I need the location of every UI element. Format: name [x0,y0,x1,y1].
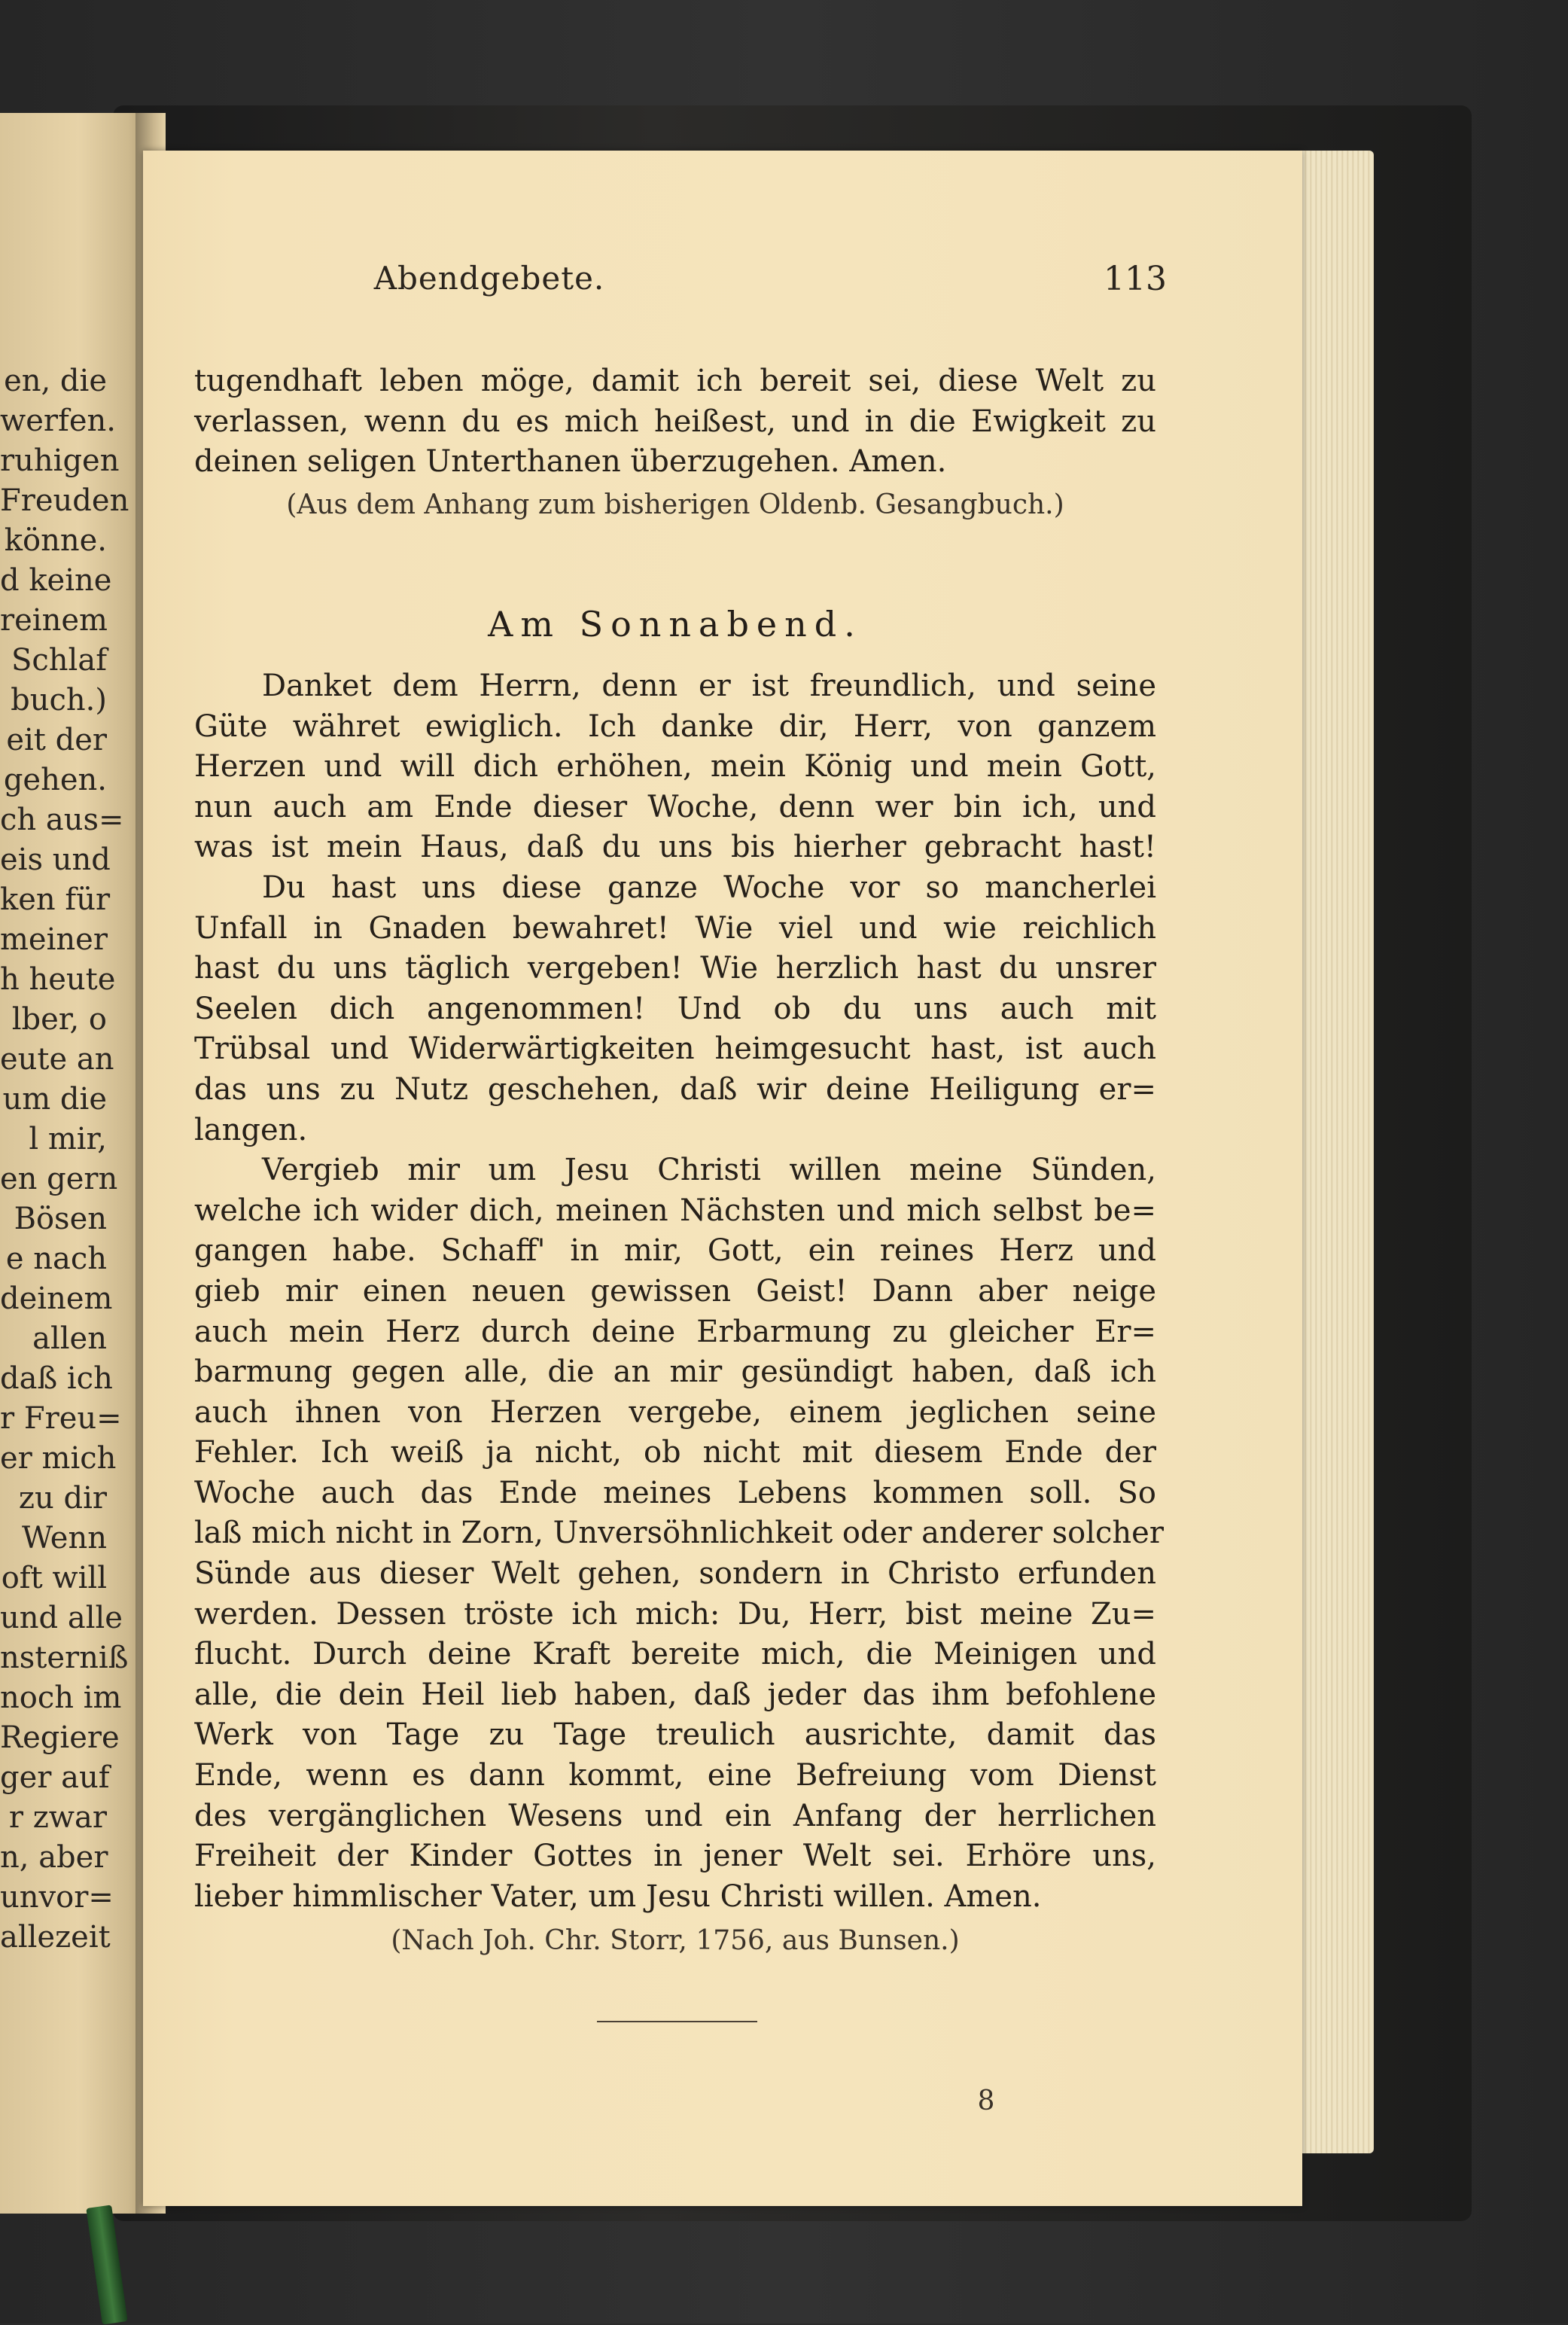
left-page-line: werfen. [0,404,116,438]
left-page-line: ruhigen [0,443,120,478]
left-page-line: um die [2,1082,107,1117]
previous-prayer-ending [194,361,1156,483]
text-line: verlassen, wenn du es mich heißest, und in die Ewigkeit zu [194,404,1156,439]
text-line: Freiheit der Kinder Gottes in jener Welt sei. Erhöre uns, [194,1839,1156,1874]
text-line: lieber himmlischer Vater, um Jesu Christi willen. Amen. [194,1879,1042,1914]
prayer-attribution: (Nach Joh. Chr. Storr, 1756, aus Bunsen.) [391,1925,960,1956]
left-page-line: meiner [0,922,108,957]
left-page-line: Wenn [21,1521,107,1556]
left-page-line: Bösen [14,1202,107,1236]
left-page-line: daß ich [0,1361,113,1396]
left-page-line: nsterniß [0,1641,129,1675]
text-line: Woche auch das Ende meines Lebens kommen soll. So [194,1475,1156,1510]
text-line: auch ihnen von Herzen vergebe, einem jeglichen seine [194,1394,1156,1430]
left-page-line: Schlaf [11,643,107,678]
previous-attribution: (Aus dem Anhang zum bisherigen Oldenb. Gesangbuch.) [286,489,1064,520]
signature-mark: 8 [977,2086,995,2116]
page-number: 113 [1104,260,1167,298]
text-line: was ist mein Haus, daß du uns bis hierher gebracht hast! [194,830,1156,865]
prayer-heading: Am Sonnabend. [488,604,863,644]
text-line: flucht. Durch deine Kraft bereite mich, die Meinigen und [194,1637,1156,1672]
left-page-line: r zwar [8,1800,107,1835]
text-line: alle, die dein Heil lieb haben, daß jeder das ihm befohlene [194,1677,1156,1712]
left-page-line: lber, o [11,1002,107,1037]
text-line: deinen seligen Unterthanen überzugehen. Amen. [194,444,947,480]
left-page-line: deinem [0,1281,113,1316]
left-page-line: d keine [0,563,112,598]
left-page-line: ger auf [0,1760,110,1795]
left-page-line: eute an [0,1042,114,1077]
text-line: Seelen dich angenommen! Und ob du uns auch mit [194,991,1156,1026]
left-page-line: allezeit [0,1920,111,1955]
left-page-line: reinem [0,603,108,638]
left-page-line: en, die [4,364,107,398]
text-line: Trübsal und Widerwärtigkeiten heimgesucht hast, ist auch [194,1031,1156,1067]
text-line: langen. [194,1112,308,1147]
text-line: Vergieb mir um Jesu Christi willen meine Sünden, [262,1153,1156,1188]
left-page-line: r Freu= [0,1401,122,1436]
prayer-body [194,666,1164,1917]
left-page-line: unvor= [0,1880,114,1915]
text-line: tugendhaft leben möge, damit ich bereit sei, diese Welt zu [194,364,1156,398]
text-line: nun auch am Ende dieser Woche, denn wer bin ich, und [194,789,1156,824]
left-page-line: eis und [0,843,111,877]
text-line: Sünde aus dieser Welt gehen, sondern in Christo erfunden [194,1556,1156,1592]
left-page-line: könne. [4,523,107,558]
text-line: Werk von Tage zu Tage treulich ausrichte, damit das [194,1717,1156,1753]
left-page [0,113,143,2214]
text-line: welche ich wider dich, meinen Nächsten und mich selbst be= [194,1193,1156,1228]
left-page-line: h heute [0,962,116,997]
text-line: Unfall in Gnaden bewahret! Wie viel und wie reichlich [194,910,1156,946]
text-line: laß mich nicht in Zorn, Unversöhnlichkeit oder anderer solcher [194,1516,1164,1551]
left-page-text [0,361,142,1958]
text-line: Ende, wenn es dann kommt, eine Befreiung vom Dienst [194,1758,1156,1793]
left-page-line: allen [32,1321,107,1356]
left-page-line: er mich [0,1441,117,1476]
text-line: gieb mir einen neuen gewissen Geist! Dann aber neige [194,1273,1156,1309]
text-line: hast du uns täglich vergeben! Wie herzlich hast du unsrer [194,951,1156,986]
text-line: auch mein Herz durch deine Erbarmung zu gleicher Er= [194,1314,1156,1349]
left-page-line: noch im [0,1681,122,1715]
section-rule [597,2021,757,2022]
text-line: Danket dem Herrn, denn er ist freundlich, und seine [262,669,1156,703]
text-line: Fehler. Ich weiß ja nicht, ob nicht mit diesem Ende der [194,1435,1156,1470]
running-head [0,260,1295,297]
page-stack-edge [1291,151,1374,2153]
left-page-line: Regiere [0,1720,120,1755]
left-page-line: n, aber [0,1840,108,1875]
left-page-line: Freuden [0,483,129,518]
text-line: werden. Dessen tröste ich mich: Du, Herr, bist meine Zu= [194,1596,1156,1632]
text-line: das uns zu Nutz geschehen, daß wir deine Heiligung er= [194,1071,1156,1107]
text-line: Du hast uns diese ganze Woche vor so mancherlei [262,870,1156,905]
text-line: gangen habe. Schaff' in mir, Gott, ein reines Herz und [194,1233,1156,1269]
text-line: Güte währet ewiglich. Ich danke dir, Herr, von ganzem [194,708,1156,744]
text-line: barmung gegen alle, die an mir gesündigt haben, daß ich [194,1354,1156,1390]
left-page-line: eit der [6,723,107,757]
text-line: des vergänglichen Wesens und ein Anfang der herrlichen [194,1798,1156,1833]
left-page-line: ken für [0,882,111,917]
left-page-line: en gern [0,1162,118,1196]
left-page-line: zu dir [18,1481,107,1516]
left-page-line: buch.) [11,683,107,718]
left-page-line: oft will [1,1561,107,1595]
left-page-line: e nach [5,1242,107,1276]
left-page-line: und alle [0,1601,123,1635]
left-page-line: ch aus= [0,803,124,837]
text-line: Herzen und will dich erhöhen, mein König und mein Gott, [194,749,1156,785]
running-title: Abendgebete. [373,260,605,297]
left-page-line: gehen. [3,763,107,797]
left-page-line: l mir, [29,1122,107,1156]
